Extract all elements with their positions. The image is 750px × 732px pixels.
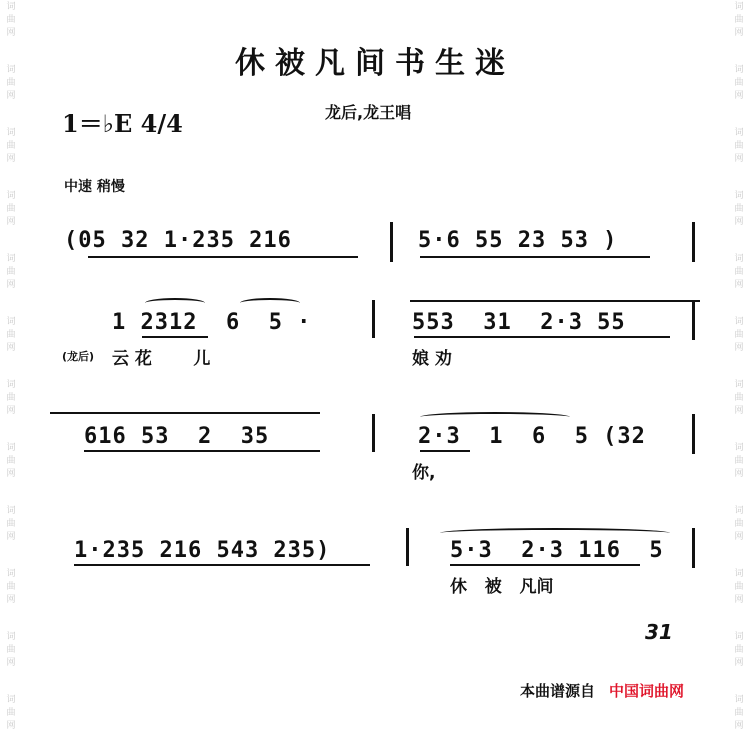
watermark-char: 曲: [6, 393, 16, 403]
watermark-group: [6, 126, 15, 165]
tie-line: [410, 300, 700, 302]
watermark-char: 网: [734, 658, 744, 668]
watermark-char: 曲: [734, 456, 744, 466]
watermark-char: 词: [734, 569, 744, 579]
watermark-group: [6, 252, 15, 291]
watermark-char: 曲: [734, 330, 744, 340]
watermark-char: 网: [6, 595, 16, 605]
watermark-char: 网: [734, 343, 744, 353]
watermark-char: 词: [734, 506, 744, 516]
watermark-char: 曲: [6, 456, 16, 466]
watermark-char: 网: [6, 406, 16, 416]
watermark-char: 网: [6, 343, 16, 353]
watermark-group: [734, 693, 743, 732]
barline: [390, 222, 393, 262]
slur: [240, 298, 300, 308]
watermark-group: [734, 0, 743, 39]
watermark-char: 曲: [6, 267, 16, 277]
watermark-group: [734, 630, 743, 669]
watermark-char: 词: [734, 632, 744, 642]
score-line-3-left: 616 53 2 35: [84, 424, 270, 449]
watermark-char: 词: [6, 569, 16, 579]
watermark-char: 网: [6, 658, 16, 668]
watermark-char: 网: [734, 406, 744, 416]
left-watermark-strip: [2, 0, 20, 731]
watermark-char: 网: [734, 595, 744, 605]
watermark-char: 曲: [734, 708, 744, 718]
barline: [372, 300, 375, 338]
watermark-char: 网: [6, 469, 16, 479]
watermark-char: 词: [734, 65, 744, 75]
watermark-char: 曲: [734, 519, 744, 529]
beam-underline: [142, 336, 208, 338]
watermark-char: 网: [6, 91, 16, 101]
barline: [692, 528, 695, 568]
watermark-group: [734, 126, 743, 165]
watermark-char: 词: [6, 2, 16, 12]
watermark-char: 词: [734, 317, 744, 327]
slur: [420, 412, 570, 422]
score-line-4-left: 1·235 216 543 235): [74, 538, 331, 563]
watermark-char: 网: [6, 217, 16, 227]
lyrics-line-2-left: 云 花 儿: [112, 349, 211, 369]
watermark-group: [6, 504, 15, 543]
watermark-char: 网: [6, 532, 16, 542]
slur: [440, 528, 670, 538]
watermark-char: 词: [734, 443, 744, 453]
watermark-char: 曲: [6, 204, 16, 214]
watermark-char: 网: [734, 469, 744, 479]
watermark-char: 词: [6, 254, 16, 264]
watermark-group: [734, 315, 743, 354]
watermark-group: [734, 189, 743, 228]
beam-underline: [420, 256, 650, 258]
tempo-marking: 中速 稍慢: [64, 179, 125, 195]
watermark-char: 词: [6, 191, 16, 201]
watermark-char: 曲: [734, 582, 744, 592]
watermark-char: 网: [734, 721, 744, 731]
watermark-char: 曲: [6, 78, 16, 88]
barline: [692, 300, 695, 340]
score-line-1-left: (05 32 1·235 216: [64, 228, 292, 253]
watermark-char: 词: [734, 695, 744, 705]
watermark-char: 曲: [734, 141, 744, 151]
beam-underline: [414, 336, 670, 338]
watermark-group: [734, 567, 743, 606]
watermark-char: 词: [6, 65, 16, 75]
watermark-group: [734, 504, 743, 543]
source-brand-link[interactable]: 中国词曲网: [609, 682, 685, 700]
source-note: [520, 680, 684, 701]
performer-credit: 龙后,龙王唱: [325, 103, 412, 122]
watermark-char: 词: [734, 254, 744, 264]
watermark-char: 网: [6, 28, 16, 38]
lyrics-line-4-right: 休 被 凡间: [450, 577, 554, 597]
watermark-char: 曲: [6, 582, 16, 592]
watermark-char: 曲: [6, 15, 16, 25]
watermark-group: [734, 378, 743, 417]
watermark-char: 词: [734, 380, 744, 390]
watermark-char: 网: [734, 532, 744, 542]
watermark-group: [6, 567, 15, 606]
watermark-char: 曲: [6, 645, 16, 655]
barline: [406, 528, 409, 566]
barline: [692, 414, 695, 454]
beam-underline: [74, 564, 370, 566]
watermark-group: [6, 441, 15, 480]
watermark-char: 曲: [6, 519, 16, 529]
watermark-char: 网: [6, 154, 16, 164]
score-line-1-right: 5·6 55 23 53 ): [418, 228, 618, 253]
watermark-char: 词: [6, 443, 16, 453]
watermark-char: 曲: [734, 204, 744, 214]
lyrics-line-3-right: 你,: [412, 463, 436, 483]
watermark-char: 曲: [734, 267, 744, 277]
source-label: 本曲谱源自: [520, 682, 596, 700]
watermark-group: [734, 441, 743, 480]
right-watermark-strip: [730, 0, 748, 731]
watermark-group: [6, 189, 15, 228]
watermark-char: 曲: [734, 645, 744, 655]
watermark-char: 网: [734, 217, 744, 227]
score-line-3-right: 2·3 1 6 5 (32: [418, 424, 646, 449]
watermark-char: 词: [6, 317, 16, 327]
slur: [145, 298, 205, 308]
singer-label: (龙后): [62, 350, 95, 363]
watermark-char: 词: [6, 506, 16, 516]
barline: [372, 414, 375, 452]
beam-underline: [450, 564, 640, 566]
beam-underline: [84, 450, 320, 452]
tie-line: [50, 412, 320, 414]
watermark-char: 网: [6, 721, 16, 731]
watermark-char: 曲: [6, 708, 16, 718]
watermark-char: 网: [734, 280, 744, 290]
watermark-char: 网: [6, 280, 16, 290]
watermark-char: 曲: [6, 141, 16, 151]
beam-underline: [420, 450, 470, 452]
beam-underline: [88, 256, 358, 258]
watermark-char: 词: [6, 632, 16, 642]
watermark-char: 曲: [6, 330, 16, 340]
barline: [692, 222, 695, 262]
watermark-char: 曲: [734, 393, 744, 403]
watermark-char: 网: [734, 91, 744, 101]
watermark-char: 网: [734, 28, 744, 38]
watermark-char: 词: [734, 191, 744, 201]
lyrics-line-2-right: 娘 劝: [412, 349, 452, 369]
score-line-4-right: 5·3 2·3 116 5: [450, 538, 664, 563]
watermark-char: 词: [6, 380, 16, 390]
watermark-group: [6, 0, 15, 39]
watermark-group: [6, 630, 15, 669]
watermark-char: 词: [734, 2, 744, 12]
watermark-group: [6, 315, 15, 354]
watermark-group: [6, 693, 15, 732]
watermark-char: 曲: [734, 15, 744, 25]
song-title: 休被凡间书生迷: [235, 46, 515, 81]
watermark-char: 曲: [734, 78, 744, 88]
watermark-char: 词: [734, 128, 744, 138]
page-number: 31: [645, 620, 673, 644]
watermark-char: 词: [6, 128, 16, 138]
score-line-2-right: 553 31 2·3 55: [412, 310, 626, 335]
score-line-2-left: 1 2312 6 5 ·: [112, 310, 312, 335]
key-signature: 1＝♭E 4/4: [62, 109, 183, 138]
watermark-char: 词: [6, 695, 16, 705]
watermark-char: 网: [734, 154, 744, 164]
watermark-group: [6, 378, 15, 417]
watermark-group: [734, 252, 743, 291]
